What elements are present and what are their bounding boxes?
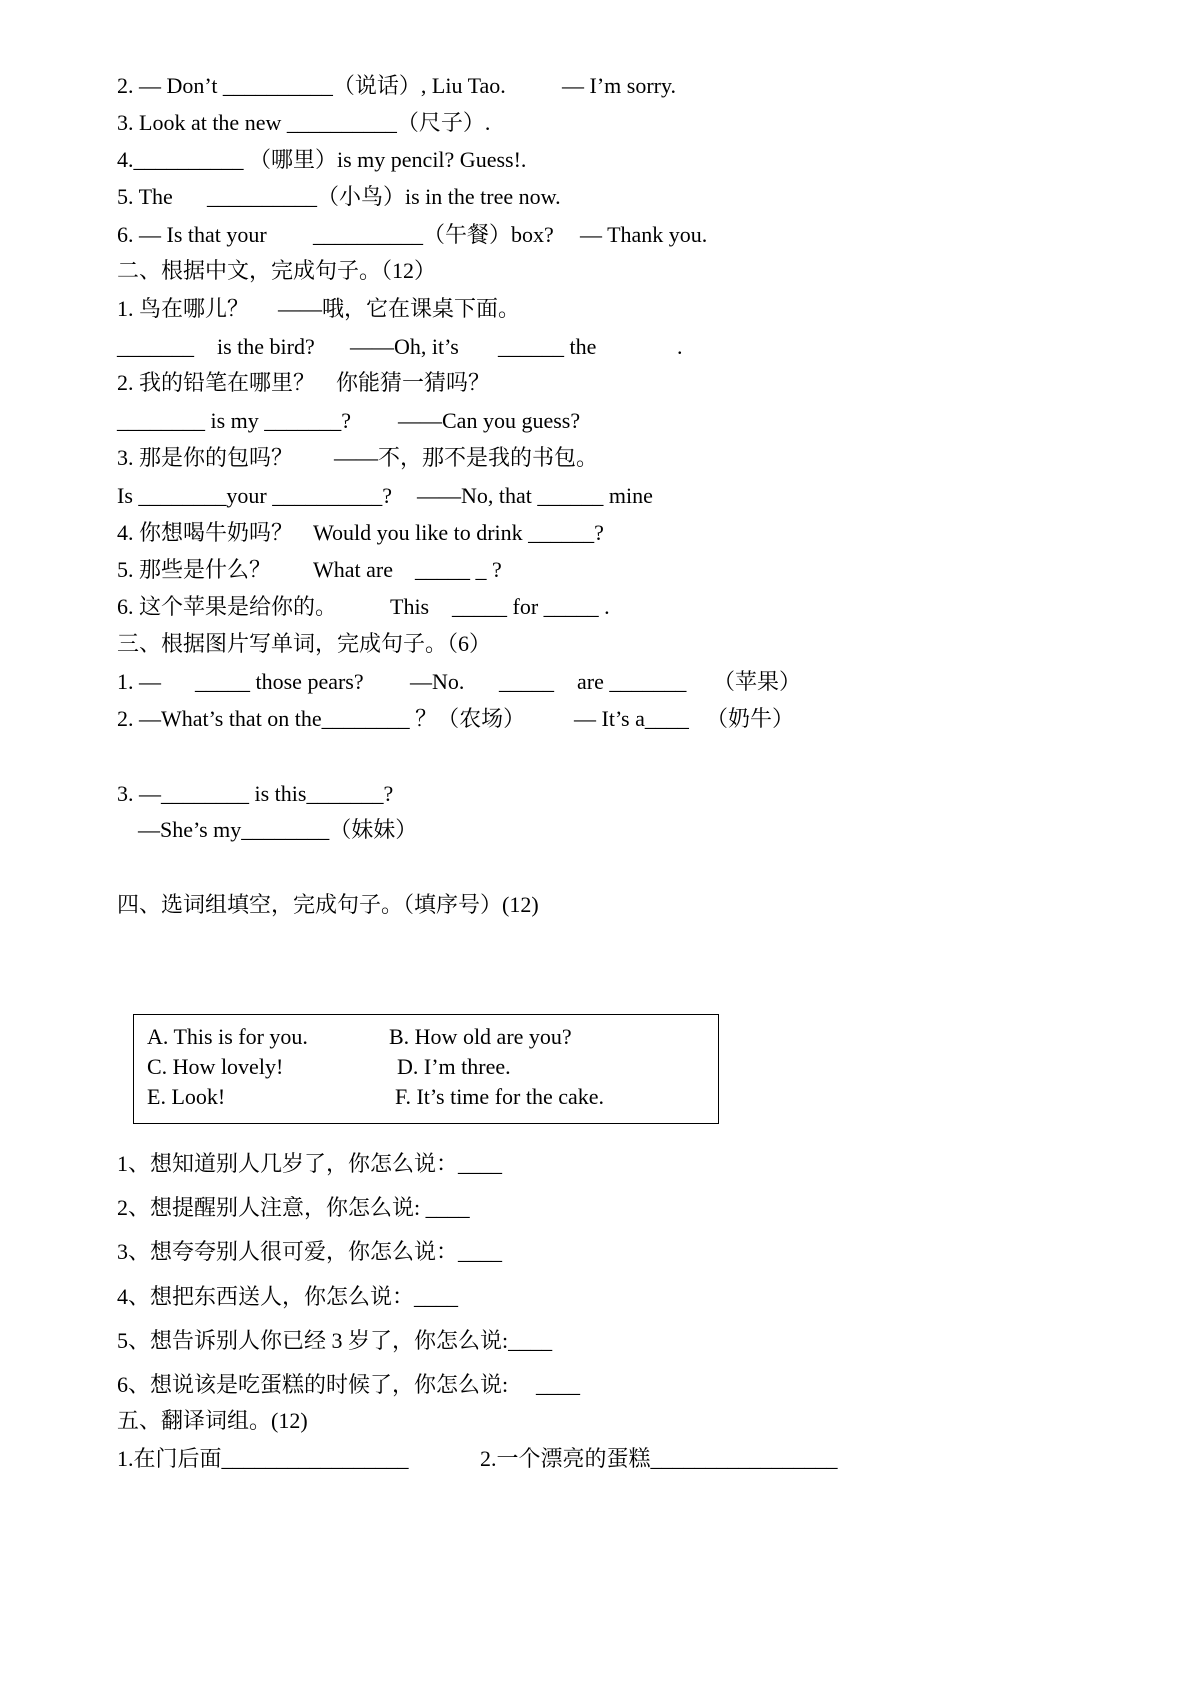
question-text: 5、想告诉别人你已经 3 岁了，你怎么说:____	[117, 1328, 553, 1353]
english-sentence: ——No, that ______ mine	[417, 483, 653, 508]
reply-text: are _______	[577, 669, 687, 694]
english-sentence: ______ the	[498, 334, 597, 359]
question-text: 4.__________ （哪里）is my pencil? Guess!.	[117, 147, 527, 172]
section4-heading-line	[0, 892, 1191, 918]
question-text: 3、想夸夸别人很可爱，你怎么说：____	[117, 1239, 503, 1264]
question-lead: 5. The	[117, 184, 173, 209]
section1-q3-line	[0, 110, 1191, 136]
question-text: 3. —________ is this_______?	[117, 781, 394, 806]
question-text: __________（午餐）box?	[313, 222, 554, 247]
question-text: 4、想把东西送人，你怎么说：____	[117, 1284, 459, 1309]
english-sentence: Is ________your __________?	[117, 483, 392, 508]
section-heading: 四、选词组填空，完成句子。（填序号）(12)	[117, 892, 539, 917]
option-c: C. How lovely!	[147, 1054, 284, 1079]
english-sentence: _____ for _____ .	[452, 594, 610, 619]
translation-item: 2.一个漂亮的蛋糕_________________	[480, 1446, 838, 1471]
english-sentence: This	[390, 594, 430, 619]
section4-q1-line	[0, 1151, 1191, 1177]
english-sentence: .	[677, 334, 683, 359]
section4-q4-line	[0, 1284, 1191, 1310]
chinese-prompt: 你能猜一猜吗？	[336, 370, 491, 395]
chinese-prompt: 1. 鸟在哪儿？	[117, 296, 250, 321]
section2-q3-english-line	[0, 483, 1191, 509]
chinese-prompt: 5. 那些是什么？	[117, 557, 272, 582]
reply-text: _____	[499, 669, 554, 694]
chinese-prompt: 2. 我的铅笔在哪里？	[117, 370, 316, 395]
english-sentence: Would you like to drink ______?	[313, 520, 604, 545]
option-d: D. I’m three.	[397, 1054, 511, 1079]
question-text: 2. — Don’t __________（说话）, Liu Tao.	[117, 73, 506, 98]
section3-q3-line	[0, 781, 1191, 807]
section1-q4-line	[0, 147, 1191, 173]
option-b: B. How old are you?	[389, 1024, 572, 1049]
hint-text: （苹果）	[713, 669, 802, 694]
section2-q2-english-line	[0, 408, 1191, 434]
section4-q5-line	[0, 1328, 1191, 1354]
hint-text: （奶牛）	[706, 706, 795, 731]
english-sentence: _____ _ ?	[415, 557, 502, 582]
reply-text: — I’m sorry.	[562, 73, 677, 98]
section2-q2-chinese-line	[0, 370, 1191, 396]
english-sentence: ——Oh, it’s	[350, 334, 459, 359]
section4-q3-line	[0, 1239, 1191, 1265]
english-sentence: ________ is my _______?	[117, 408, 352, 433]
reply-text: — It’s a____	[574, 706, 689, 731]
option-e: E. Look!	[147, 1084, 226, 1109]
section-heading: 二、根据中文，完成句子。（12）	[117, 258, 437, 283]
english-sentence: is the bird?	[217, 334, 315, 359]
reply-text: —She’s my________（妹妹）	[138, 817, 418, 842]
chinese-prompt: 3. 那是你的包吗？	[117, 445, 294, 470]
section3-heading-line	[0, 631, 1191, 657]
section1-q6-line	[0, 222, 1191, 248]
section-heading: 三、根据图片写单词，完成句子。（6）	[117, 631, 492, 656]
question-text: 6、想说该是吃蛋糕的时候了，你怎么说:	[117, 1372, 509, 1397]
question-text: 2、想提醒别人注意，你怎么说: ____	[117, 1195, 470, 1220]
english-sentence: What are	[313, 557, 393, 582]
section2-q1-chinese-line	[0, 296, 1191, 322]
chinese-prompt: 4. 你想喝牛奶吗？	[117, 520, 294, 545]
section1-q5-line	[0, 184, 1191, 210]
section2-heading-line	[0, 258, 1191, 284]
english-sentence: ——Can you guess?	[398, 408, 581, 433]
reply-text: —No.	[410, 669, 465, 694]
section2-q1-english-line	[0, 334, 1191, 360]
section-heading: 五、翻译词组。(12)	[117, 1408, 308, 1433]
section4-q2-line	[0, 1195, 1191, 1221]
english-sentence: _______	[117, 334, 194, 359]
chinese-prompt: 6. 这个苹果是给你的。	[117, 594, 338, 619]
option-f: F. It’s time for the cake.	[395, 1084, 605, 1109]
section2-q5-line	[0, 557, 1191, 583]
question-text: 1、想知道别人几岁了，你怎么说：____	[117, 1151, 503, 1176]
section3-q3-reply-line	[0, 817, 1191, 843]
section5-heading-line	[0, 1408, 1191, 1434]
reply-text: — Thank you.	[580, 222, 708, 247]
question-lead: 6. — Is that your	[117, 222, 267, 247]
section3-q2-line	[0, 706, 1191, 732]
section3-q1-line	[0, 669, 1191, 695]
answer-blank: ____	[536, 1372, 580, 1397]
question-text: __________（小鸟）is in the tree now.	[207, 184, 561, 209]
question-text: 1. —	[117, 669, 161, 694]
section1-q2-line	[0, 73, 1191, 99]
chinese-prompt: ——哦，它在课桌下面。	[278, 296, 521, 321]
translation-item: 1.在门后面_________________	[117, 1446, 409, 1471]
section4-q6-line	[0, 1372, 1191, 1398]
section2-q6-line	[0, 594, 1191, 620]
option-a: A. This is for you.	[147, 1024, 308, 1049]
chinese-prompt: ——不，那不是我的书包。	[334, 445, 599, 470]
options-box	[133, 1014, 719, 1124]
question-text: _____ those pears?	[195, 669, 364, 694]
section2-q3-chinese-line	[0, 445, 1191, 471]
question-text: 2. —What’s that on the________ ？（农场）	[117, 706, 526, 731]
section2-q4-line	[0, 520, 1191, 546]
question-text: 3. Look at the new __________（尺子）.	[117, 110, 491, 135]
section5-items-line	[0, 1446, 1191, 1472]
